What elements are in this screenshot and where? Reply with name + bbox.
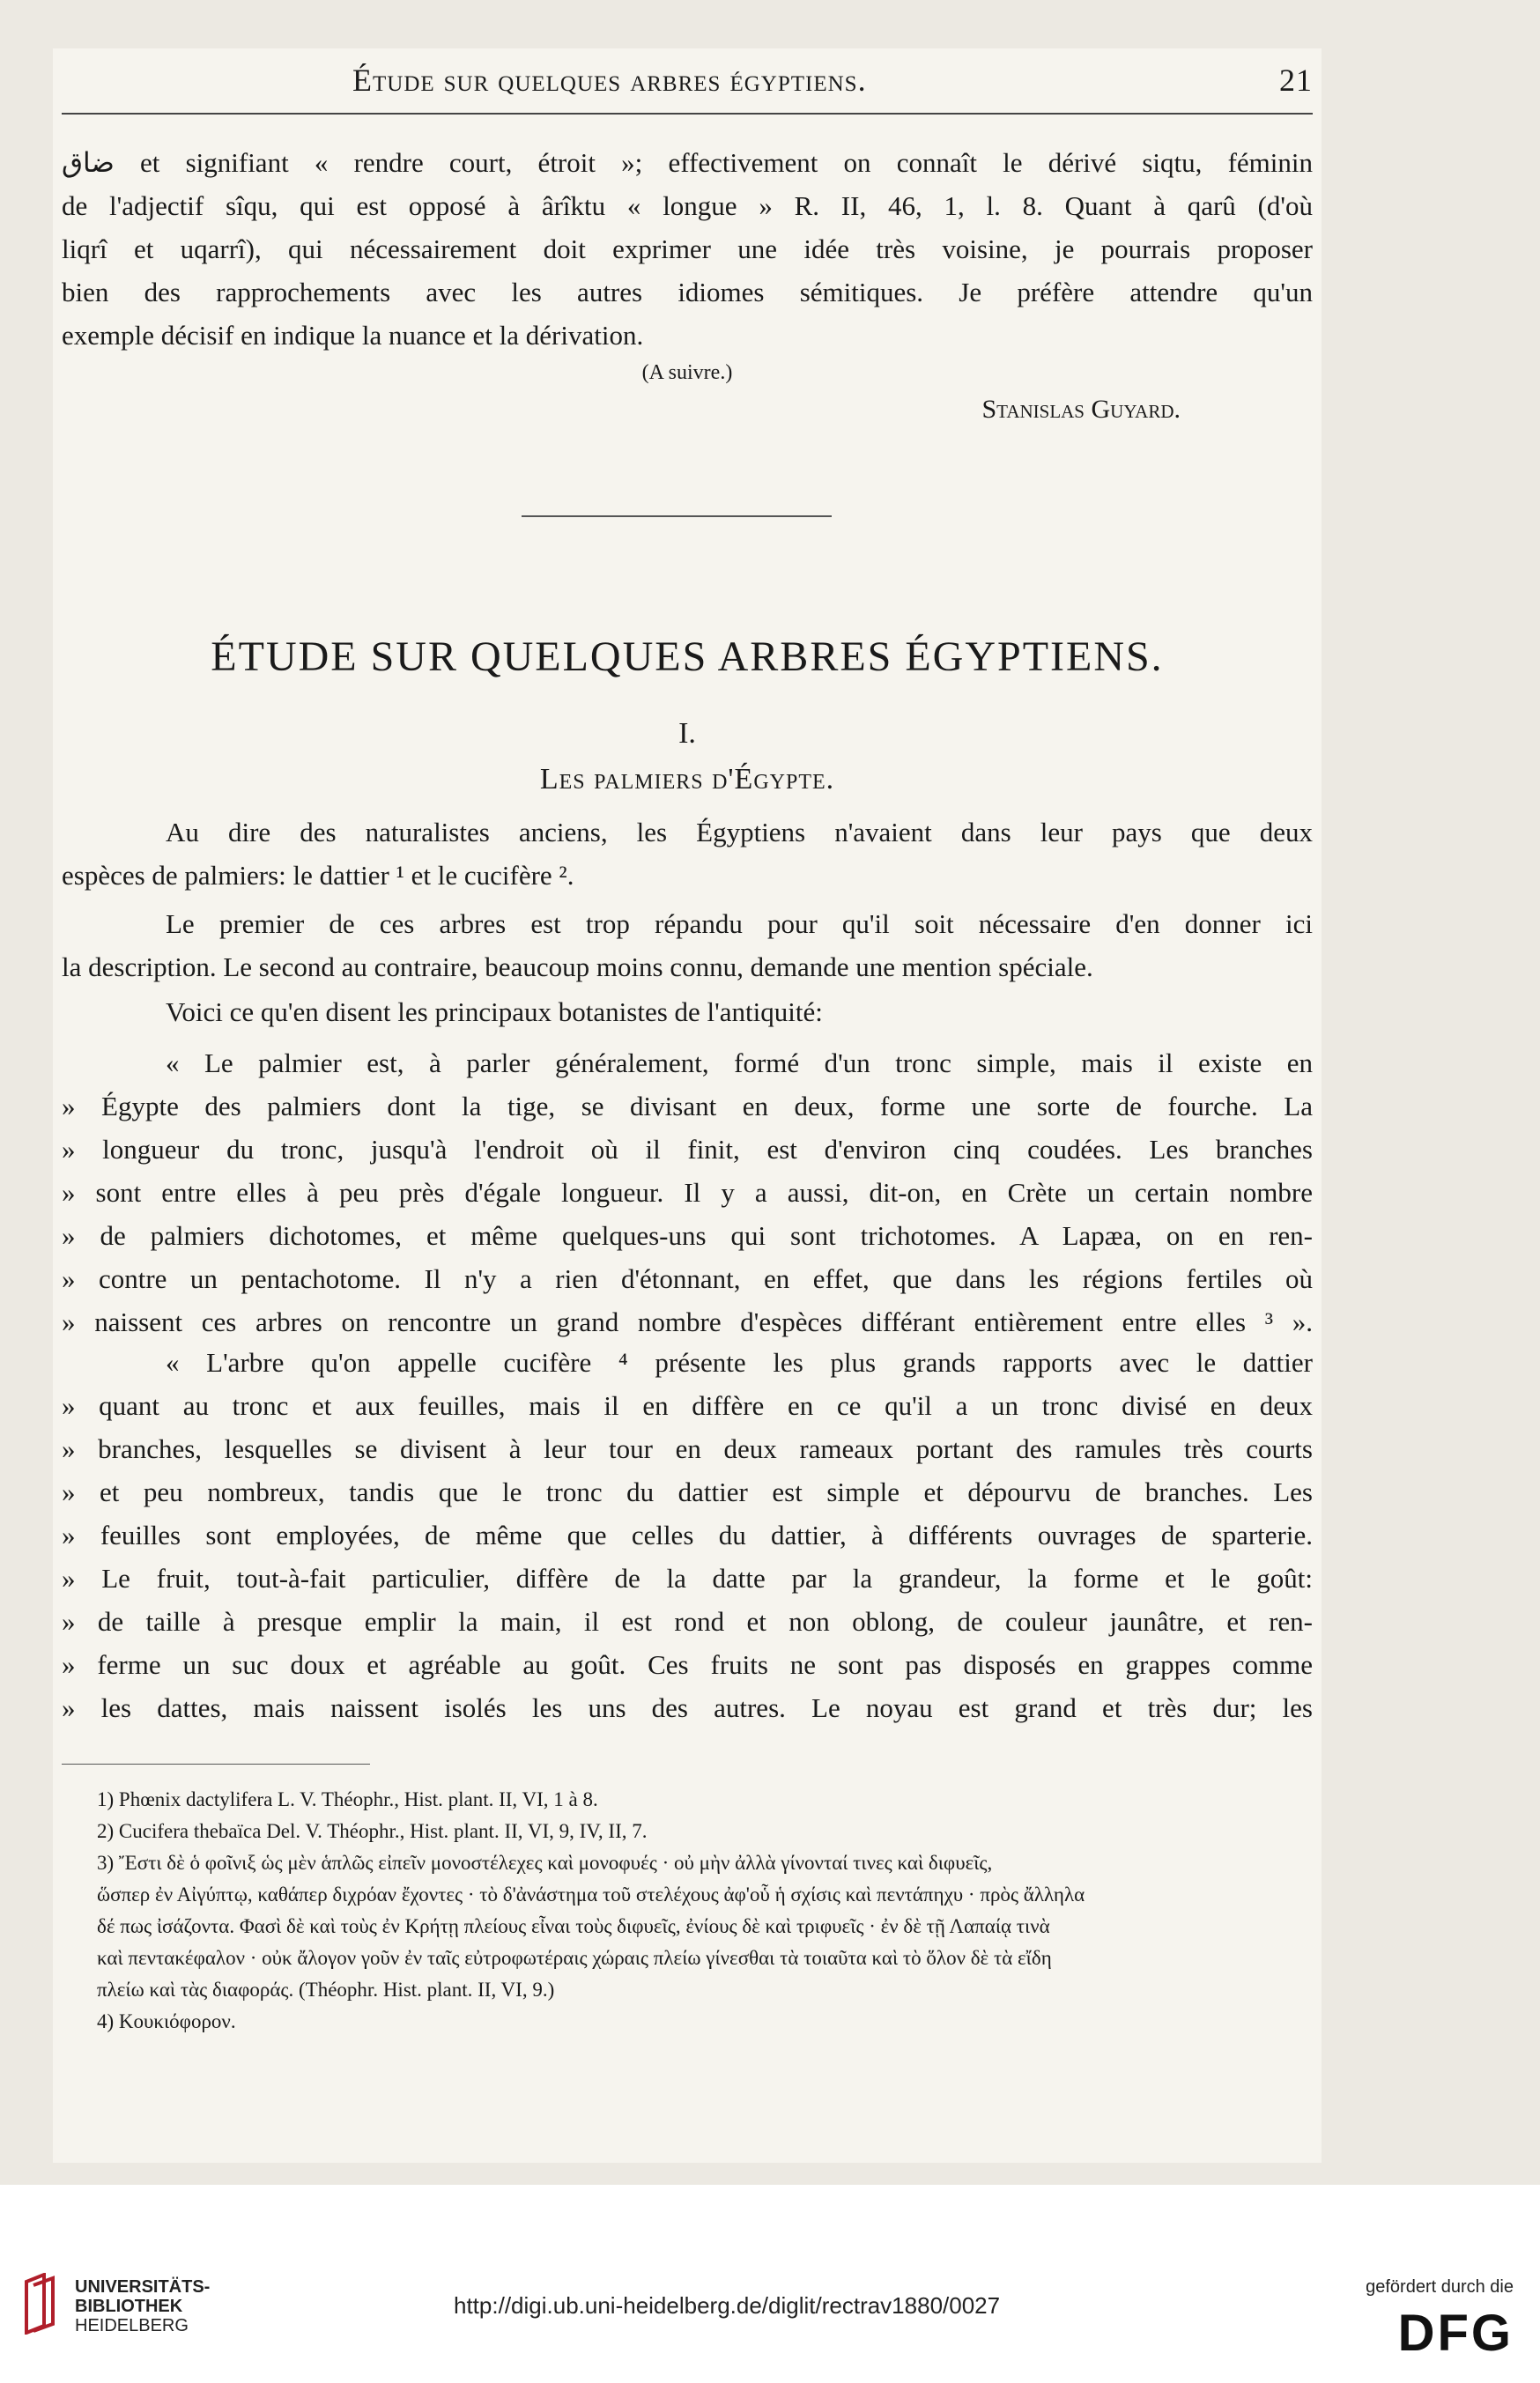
text-line: bien des rapprochements avec les autres idiomes sémitiques. Je préfère attendre qu'un [62, 277, 1313, 307]
funded-by-label: gefördert durch die [1366, 2277, 1514, 2297]
text-line: » branches, lesquelles se divisent à leur tour en deux rameaux portant des ramules très courts [62, 1433, 1313, 1464]
text-line: exemple décisif en indique la nuance et la dérivation. [62, 320, 644, 351]
library-name[interactable] [75, 2277, 210, 2335]
article-title: ÉTUDE SUR QUELQUES ARBRES ÉGYPTIENS. [211, 633, 1164, 680]
text-line: de l'adjectif sîqu, qui est opposé à ârîktu « longue » R. II, 46, 1, l. 8. Quant à qarû (d'où [62, 190, 1313, 221]
intro-paragraph [62, 141, 1313, 357]
author-signature: Stanislas Guyard. [981, 395, 1181, 424]
library-line: UNIVERSITÄTS- [75, 2277, 211, 2297]
text-line: » de taille à presque emplir la main, il est rond et non oblong, de couleur jaunâtre, et ren- [62, 1606, 1313, 1637]
text-line: » ferme un suc doux et agréable au goût. Ces fruits ne sont pas disposés en grappes comme [62, 1649, 1313, 1680]
text-line: » sont entre elles à peu près d'égale longueur. Il y a aussi, dit-on, en Crète un certain nombre [62, 1177, 1313, 1208]
footnote-line: 1) Phœnix dactylifera L. V. Théophr., Hist. plant. II, VI, 1 à 8. [97, 1788, 598, 1810]
text-line: » naissent ces arbres on rencontre un grand nombre d'espèces différant entièrement entre elles ³ ». [62, 1306, 1313, 1337]
header-rule [62, 113, 1313, 115]
page-number: 21 [1279, 63, 1313, 98]
text-line: » Égypte des palmiers dont la tige, se divisant en deux, forme une sorte de fourche. La [62, 1091, 1313, 1121]
library-logo-icon [18, 2273, 62, 2335]
library-line: HEIDELBERG [75, 2316, 189, 2335]
viewer-footer [0, 2185, 1540, 2383]
quote-paragraph-2 [62, 1341, 1313, 1729]
text-line: » contre un pentachotome. Il n'y a rien d'étonnant, en effet, que dans les régions fertiles où [62, 1263, 1313, 1294]
library-line: BIBLIOTHEK [75, 2297, 183, 2316]
text-line: « L'arbre qu'on appelle cucifère ⁴ présente les plus grands rapports avec le dattier [166, 1347, 1313, 1378]
text-line: Au dire des naturalistes anciens, les Égyptiens n'avaient dans leur pays que deux [166, 817, 1313, 847]
dfg-logo[interactable]: DFG [1397, 2305, 1514, 2362]
text-line: » Le fruit, tout-à-fait particulier, diffère de la datte par la grandeur, la forme et le goût: [62, 1563, 1313, 1594]
footnote-rule [62, 1764, 370, 1765]
text-line: espèces de palmiers: le dattier ¹ et le cucifère ². [62, 860, 574, 891]
text-line: » quant au tronc et aux feuilles, mais il en diffère en ce qu'il a un tronc divisé en deux [62, 1390, 1313, 1421]
text-line: » feuilles sont employées, de même que celles du dattier, à différents ouvrages de sparterie. [62, 1520, 1313, 1550]
section-number: I. [678, 717, 696, 750]
to-follow: (A suivre.) [641, 361, 733, 384]
source-url-link[interactable]: http://digi.ub.uni-heidelberg.de/diglit/rectrav1880/0027 [454, 2292, 1001, 2319]
footnote-line: δέ πως ἰσάζοντα. Φασὶ δὲ καὶ τοὺς ἐν Κρήτῃ πλείους εἶναι τοὺς διφυεῖς, ἐνίους δὲ καὶ τριφυεῖς · ἐν δὲ τῇ Λαπαίᾳ τινὰ [97, 1915, 1050, 1937]
footnote-line: 3) Ἔστι δὲ ὁ φοῖνιξ ὡς μὲν ἁπλῶς εἰπεῖν μονοστέλεχες καὶ μονοφυές · οὐ μὴν ἀλλὰ γίνονταί τινες καὶ διφυεῖς, [97, 1852, 993, 1874]
text-line: » longueur du tronc, jusqu'à l'endroit où il finit, est d'environ cinq coudées. Les branches [62, 1134, 1313, 1165]
text-line: la description. Le second au contraire, beaucoup moins connu, demande une mention spéciale. [62, 951, 1093, 982]
section-title: Les palmiers d'Égypte. [539, 763, 835, 796]
footnote-line: ὥσπερ ἐν Αἰγύπτῳ, καθάπερ διχρόαν ἔχοντες · τὸ δ'ἀνάστημα τοῦ στελέχους ἀφ'οὗ ἡ σχίσις καὶ πεντάπηχυ · πρὸς ἄλληλα [97, 1883, 1085, 1906]
text-line: » de palmiers dichotomes, et même quelques-uns qui sont trichotomes. A Lapæa, on en ren- [62, 1220, 1313, 1251]
footnote-line: καὶ πεντακέφαλον · οὐκ ἄλογον γοῦν ἐν ταῖς εὐτροφωτέραις χώραις πλείω γίνεσθαι τὰ τοιαῦτα καὶ τὸ ὅλον δὲ τὰ εἴδη [97, 1947, 1052, 1969]
footnote-line: 2) Cucifera thebaïca Del. V. Théophr., Hist. plant. II, VI, 9, IV, II, 7. [97, 1820, 648, 1842]
section-divider [522, 515, 832, 517]
paragraph-3 [62, 990, 1313, 1033]
text-line: ضاق et signifiant « rendre court, étroit »; effectivement on connaît le dérivé siqtu, féminin [62, 147, 1313, 178]
quote-paragraph-1 [62, 1041, 1313, 1343]
text-line: Le premier de ces arbres est trop répandu pour qu'il soit nécessaire d'en donner ici [166, 908, 1313, 939]
footnote-line: πλείω καὶ τὰς διαφοράς. (Théophr. Hist. plant. II, VI, 9.) [97, 1979, 555, 2001]
running-title: Étude sur quelques arbres égyptiens. [352, 63, 867, 98]
footnotes [97, 1784, 1313, 2038]
text-line: « Le palmier est, à parler généralement, formé d'un tronc simple, mais il existe en [166, 1047, 1313, 1078]
paragraph-1 [62, 810, 1313, 897]
text-line: liqrî et uqarrî), qui nécessairement doit exprimer une idée très voisine, je pourrais proposer [62, 233, 1313, 264]
text-line: » et peu nombreux, tandis que le tronc du dattier est simple et dépourvu de branches. Les [62, 1476, 1313, 1507]
paragraph-2 [62, 902, 1313, 988]
text-line: » les dattes, mais naissent isolés les uns des autres. Le noyau est grand et très dur; les [62, 1692, 1313, 1723]
text-line: Voici ce qu'en disent les principaux botanistes de l'antiquité: [166, 996, 823, 1027]
footnote-line: 4) Κουκιόφορον. [97, 2010, 236, 2032]
